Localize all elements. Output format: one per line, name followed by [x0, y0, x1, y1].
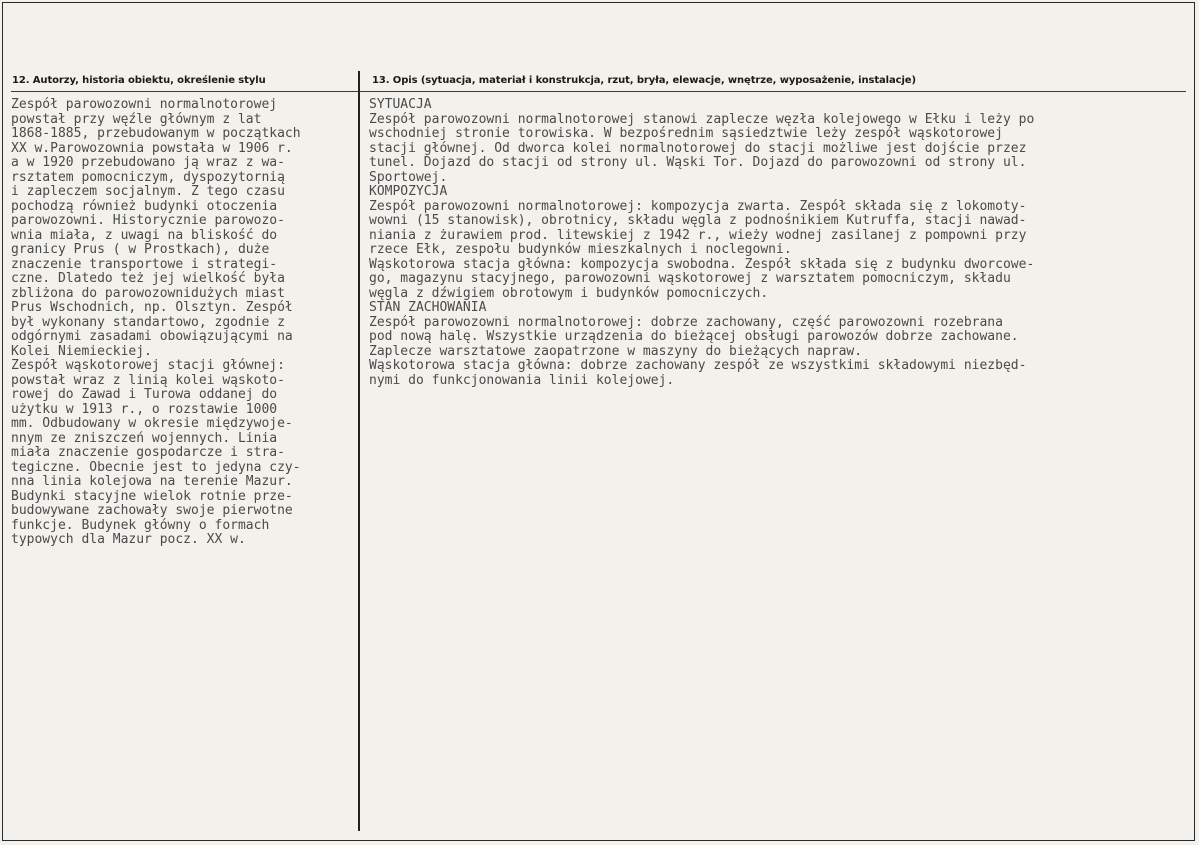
text-line: Zespół parowozowni normalnotorowej stanowi zaplecze węzła kolejowego w Ełku i leży po — [369, 111, 1035, 127]
text-line: Zespół parowozowni normalnotorowej: dobrze zachowany, część parowozowni rozebrana — [369, 314, 1003, 330]
text-line: niania z żurawiem prod. litewskiej z 1942 r., wieży wodnej zasilanej z pompowni przy — [369, 227, 1027, 243]
text-line: znaczenie transportowe i strategi- — [11, 256, 278, 272]
text-line: go, magazynu stacyjnego, parowozowni wąskotorowej z warsztatem pomocniczym, składu — [369, 271, 1011, 286]
text-line: budowywane zachowały swoje pierwotne — [11, 503, 293, 518]
text-line: mm. Odbudowany w okresie międzywoje- — [11, 416, 293, 431]
description-text — [369, 98, 1034, 388]
section-12-heading: 12. Autorzy, historia obiektu, określenie stylu — [12, 75, 266, 86]
text-line: Wąskotorowa stacja główna: dobrze zachowany zespół ze wszystkimi składowymi niezbęd- — [369, 358, 1027, 373]
text-line: Zaplecze warsztatowe zaopatrzone w maszyny do bieżących napraw. — [369, 343, 863, 359]
text-line: Budynki stacyjne wielok rotnie prze- — [11, 488, 293, 504]
text-line: rowej do Zawad i Turowa oddanej do — [11, 387, 278, 402]
text-line: i zapleczem socjalnym. Z tego czasu — [11, 184, 285, 199]
text-line: STAN ZACHOWANIA — [369, 300, 487, 315]
text-line: powstał przy węźle głównym z lat — [11, 111, 262, 127]
text-line: wschodniej stronie torowiska. W bezpośrednim sąsiedztwie leży zespół wąskotorowej — [369, 126, 1003, 141]
text-line: parowozowni. Historycznie parowozo- — [11, 213, 285, 228]
header-rule — [11, 91, 1186, 92]
text-line: nnym ze zniszczeń wojennych. Linia — [11, 430, 278, 446]
text-line: Zespół parowozowni normalnotorowej — [11, 97, 278, 112]
history-text — [11, 98, 301, 548]
text-line: nymi do funkcjonowania linii kolejowej. — [369, 372, 675, 388]
text-line: Wąskotorowa stacja główna: kompozycja swobodna. Zespół składa się z budynku dworcowe- — [369, 256, 1035, 272]
text-line: Kolei Niemieckiej. — [11, 343, 152, 359]
text-line: odgórnymi zasadami obowiązującymi na — [11, 329, 293, 344]
text-line: XX w.Parowozownia powstała w 1906 r. — [11, 140, 293, 156]
text-line: a w 1920 przebudowano ją wraz z wa- — [11, 155, 285, 170]
text-line: Sportowej. — [369, 169, 448, 185]
text-line: Prus Wschodnich, np. Olsztyn. Zespół — [11, 300, 293, 315]
text-line: SYTUACJA — [369, 97, 432, 112]
text-line: 1868-1885, przebudowanym w początkach — [11, 126, 301, 141]
text-line: tegiczne. Obecnie jest to jedyna czy- — [11, 459, 301, 475]
text-line: węgla z dźwigiem obrotowym i budynków pomocniczych. — [369, 285, 769, 301]
text-line: powstał wraz z linią kolei wąskoto- — [11, 372, 285, 388]
text-line: był wykonany standartowo, zgodnie z — [11, 314, 285, 330]
text-line: granicy Prus ( w Prostkach), duże — [11, 242, 270, 257]
text-line: czne. Dlatedo też jej wielkość była — [11, 271, 285, 286]
text-line: KOMPOZYCJA — [369, 184, 448, 199]
text-line: Zespół wąskotorowej stacji głównej: — [11, 358, 285, 373]
text-line: zbliżona do parowozownidużych miast — [11, 285, 285, 301]
text-line: Zespół parowozowni normalnotorowej: kompozycja zwarta. Zespół składa się z lokomoty- — [369, 198, 1027, 214]
text-line: funkcje. Budynek główny o formach — [11, 517, 270, 533]
text-line: tunel. Dojazd do stacji od strony ul. Wąski Tor. Dojazd do parowozowni od strony ul. — [369, 155, 1027, 170]
record-card — [2, 2, 1195, 841]
text-line: rzece Ełk, zespołu budynków mieszkalnych i noclegowni. — [369, 242, 792, 257]
text-line: pochodzą również budynki otoczenia — [11, 198, 278, 214]
section-13-heading: 13. Opis (sytuacja, materiał i konstrukcja, rzut, bryła, elewacje, wnętrze, wyposażenie, instalacje) — [372, 75, 916, 86]
text-line: wowni (15 stanowisk), obrotnicy, składu węgla z podnośnikiem Kutruffa, stacji nawad- — [369, 213, 1027, 228]
text-line: pod nową halę. Wszystkie urządzenia do bieżącej obsługi parowozów dobrze zachowane. — [369, 329, 1019, 344]
text-line: typowych dla Mazur pocz. XX w. — [11, 532, 246, 547]
column-divider — [358, 71, 360, 831]
text-line: użytku w 1913 r., o rozstawie 1000 — [11, 401, 278, 417]
text-line: miała znaczenie gospodarcze i stra- — [11, 445, 285, 460]
text-line: stacji głównej. Od dworca kolei normalnotorowej do stacji możliwe jest dojście przez — [369, 140, 1027, 156]
text-line: wnia miała, z uwagi na bliskość do — [11, 227, 278, 243]
text-line: nna linia kolejowa na terenie Mazur. — [11, 474, 293, 489]
text-line: rsztatem pomocniczym, dyspozytornią — [11, 169, 285, 185]
